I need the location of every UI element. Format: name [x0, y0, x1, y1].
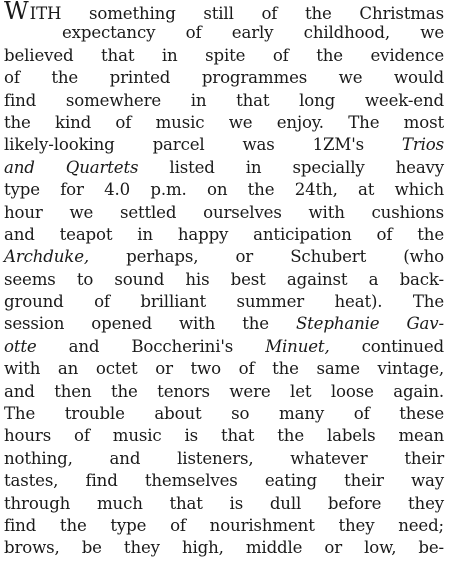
text-line-24: find the type of nourishment they need; — [4, 515, 444, 535]
text-line-12 — [4, 246, 444, 268]
minuet-italic: Minuet, — [265, 336, 330, 356]
text-line-22: tastes, find themselves eating their way — [4, 471, 444, 491]
line-15-text: session opened with the — [4, 314, 269, 334]
text-line-19: The trouble about so many of these — [4, 404, 444, 424]
line-8-text: listed in specially heavy — [169, 157, 445, 177]
first-line-text: ITH something still of the Christmas — [29, 4, 444, 23]
text-line-23: through much that is dull before they — [4, 493, 444, 513]
article-column — [4, 0, 444, 560]
text-line-5: find somewhere in that long week-end — [4, 90, 444, 110]
otte-italic: otte — [4, 336, 37, 356]
text-line-21: nothing, and listeners, whatever their — [4, 448, 444, 468]
text-line-11: and teapot in happy anticipation of the — [4, 224, 444, 244]
quartets-italic: and Quartets — [4, 157, 139, 177]
drop-cap: W — [4, 0, 30, 25]
stephanie-italic: Stephanie Gav- — [295, 314, 444, 334]
text-line-18: and then the tenors were let loose again. — [4, 381, 444, 401]
text-line-13: seems to sound his best against a back- — [4, 269, 444, 289]
text-line-1 — [4, 0, 444, 25]
text-line-4: of the printed programmes we would — [4, 68, 444, 88]
text-line-7 — [4, 134, 444, 156]
text-line-9: type for 4.0 p.m. on the 24th, at which — [4, 180, 444, 200]
text-line-8 — [4, 157, 444, 179]
continued-text: continued — [361, 336, 445, 356]
trios-italic: Trios — [401, 135, 444, 155]
archduke-italic: Archduke, — [4, 247, 90, 267]
line-12-text: perhaps, or Schubert (who — [126, 247, 444, 267]
text-line-17: with an octet or two of the same vintage, — [4, 359, 444, 379]
text-line-25: brows, be they high, middle or low, be- — [4, 538, 444, 558]
text-line-14: ground of brilliant summer heat). The — [4, 292, 444, 312]
text-line-20: hours of music is that the labels mean — [4, 426, 444, 446]
boccherini-text: and Boccherini's — [68, 336, 234, 356]
text-line-10: hour we settled ourselves with cushions — [4, 202, 444, 222]
line-7-text: likely-looking parcel was 1ZM's — [4, 135, 364, 155]
text-line-2: expectancy of early childhood, we — [62, 23, 444, 43]
text-line-6: the kind of music we enjoy. The most — [4, 112, 444, 132]
text-line-15 — [4, 313, 444, 335]
text-line-3: believed that in spite of the evidence — [4, 45, 444, 65]
text-line-16 — [4, 336, 444, 358]
